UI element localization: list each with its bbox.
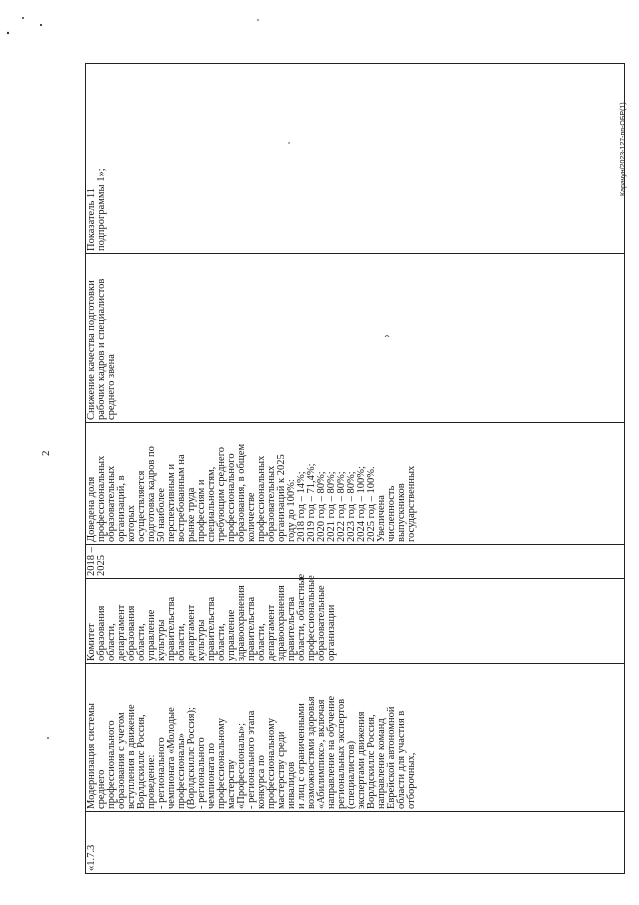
- cell-line: образования: [126, 605, 137, 661]
- cell-line: правительства: [246, 596, 257, 661]
- cell-line: - регионального этапа: [246, 710, 257, 809]
- cell-line: здравоохранения: [276, 585, 287, 661]
- cell-line: 2023 год – 80%;: [346, 471, 357, 542]
- cell-line: здравоохранения: [236, 585, 247, 661]
- cell-line: Комитет: [86, 623, 97, 661]
- cell-line: чемпионата «Молодые: [166, 707, 177, 809]
- period-cell: [86, 545, 625, 579]
- cell-line: 2020 год – 80%;: [316, 471, 327, 542]
- cell-line: среднего: [96, 769, 107, 809]
- cell-line: инвалидов: [286, 761, 297, 809]
- cell-line: организаций к 2025: [276, 454, 287, 542]
- cell-line: управление: [226, 609, 237, 661]
- cell-line: подпрограммы 1»;: [96, 168, 107, 251]
- cell-line: мастерству среди: [276, 731, 287, 809]
- executors-cell: [86, 573, 625, 664]
- cell-line: 2022 год – 80%;: [336, 471, 347, 542]
- cell-line: требующим среднего: [216, 447, 227, 542]
- cell-line: профессионалы»: [176, 733, 187, 809]
- result-lines: [87, 425, 417, 542]
- cell-line: области для участия в: [396, 710, 407, 809]
- cell-line: численность: [386, 485, 397, 542]
- cell-line: возможностями здоровья: [306, 696, 317, 809]
- cell-line: мастерству: [226, 759, 237, 809]
- cell-line: области,: [216, 623, 227, 661]
- measure-cell: [86, 664, 625, 812]
- cell-line: выпускников: [396, 483, 407, 542]
- cell-line: (специалистов): [346, 740, 357, 809]
- cell-line: направление на обучение: [326, 695, 337, 809]
- cell-line: 2025 год – 100%.: [366, 466, 377, 542]
- cell-line: вступления в движение: [126, 704, 137, 809]
- cell-line: профессиональному: [266, 718, 277, 809]
- cell-line: 2025: [96, 555, 107, 576]
- cell-line: - регионального: [196, 737, 207, 809]
- result-cell: [86, 423, 625, 545]
- cell-line: 2018 –: [86, 547, 97, 576]
- cell-line: количестве: [246, 492, 257, 542]
- table-row: [86, 64, 625, 874]
- measure-lines: [87, 666, 417, 809]
- cell-line: правительства: [166, 596, 177, 661]
- cell-line: Ворлдскиллс Россия,: [136, 714, 147, 809]
- cell-line: культуры: [196, 619, 207, 661]
- cell-line: осуществляется: [136, 470, 147, 542]
- cell-line: профессиональному: [216, 718, 227, 809]
- cell-line: Доведена доля: [86, 476, 97, 542]
- cell-line: рынке труда: [186, 487, 197, 542]
- cell-line: экспертами движения: [356, 711, 367, 809]
- cell-line: департамент: [186, 604, 197, 661]
- cell-line: образовательных: [266, 465, 277, 542]
- cell-line: и лиц с ограниченными: [296, 703, 307, 809]
- cell-line: образования, в общем: [236, 443, 247, 542]
- cell-line: региональных экспертов: [336, 698, 347, 809]
- cell-line: образовательные: [316, 585, 327, 661]
- cell-line: Показатель 11: [86, 188, 97, 251]
- cell-line: профессиональных: [256, 455, 267, 542]
- cell-line: профессиональных: [96, 455, 107, 542]
- cell-line: «Абилимпикс», включая: [316, 699, 327, 809]
- period-lines: [87, 547, 107, 576]
- cell-line: правительства: [206, 596, 217, 661]
- indicator-cell: [86, 64, 625, 254]
- cell-line: которых: [126, 505, 137, 542]
- cell-line: профессиям и: [196, 479, 207, 542]
- cell-line: чемпионата по: [206, 743, 217, 809]
- cell-line: образовательных: [106, 465, 117, 542]
- cell-line: Увеличена: [376, 495, 387, 542]
- cell-line: организации: [326, 604, 337, 661]
- measures-table: [85, 63, 625, 874]
- cell-line: профессионального: [106, 720, 117, 809]
- cell-line: области,: [176, 623, 187, 661]
- cell-line: конкурса по: [256, 755, 267, 809]
- cell-line: 2019 год – 71,4%;: [306, 463, 317, 542]
- cell-line: специальностям,: [206, 466, 217, 542]
- cell-line: образования: [96, 605, 107, 661]
- cell-line: Снижение качества подготовки: [86, 280, 97, 420]
- cell-line: профессиональные: [306, 575, 317, 661]
- cell-line: области,: [136, 623, 147, 661]
- cell-line: области,: [256, 623, 267, 661]
- cell-line: - регионального: [156, 737, 167, 809]
- indicator-lines: [87, 66, 107, 251]
- cell-line: 2021 год – 80%;: [326, 471, 337, 542]
- cell-line: департамент: [266, 604, 277, 661]
- cell-line: организаций, в: [116, 475, 127, 542]
- cell-line: департамент: [116, 604, 127, 661]
- cell-line: образования с учетом: [116, 712, 127, 809]
- page-number: 2: [40, 450, 52, 456]
- cell-line: перспективным и: [166, 463, 177, 542]
- cell-line: среднего звена: [106, 354, 117, 420]
- cell-line: направление команд: [376, 718, 387, 809]
- executors-lines: [86, 573, 337, 661]
- row-id: «1.7.3: [86, 844, 97, 871]
- consequences-cell: [86, 254, 625, 423]
- rotated-table-container: [85, 64, 625, 874]
- document-code: Карачун/2023-127-пп-ОБР(1): [620, 102, 627, 196]
- cell-line: отборочных,: [406, 752, 417, 809]
- cell-line: проведение:: [146, 754, 157, 809]
- cell-line: 50 наиболее: [156, 487, 167, 542]
- cell-line: Еврейской автономной: [386, 706, 397, 809]
- cell-line: культуры: [156, 619, 167, 661]
- cell-line: 2018 год – 14%;: [296, 471, 307, 542]
- cell-line: области, областные: [296, 573, 307, 661]
- cell-line: (Ворлдскиллс Россия);: [186, 707, 197, 809]
- cell-line: правительства: [286, 596, 297, 661]
- cell-line: году до 100%:: [286, 479, 297, 542]
- cell-line: Ворлдскиллс Россия,: [366, 714, 377, 809]
- cell-line: области,: [106, 623, 117, 661]
- cell-line: 2024 год – 100%;: [356, 466, 367, 542]
- consequences-lines: [87, 256, 117, 420]
- cell-line: управление: [146, 609, 157, 661]
- cell-line: Модернизация системы: [86, 703, 97, 809]
- cell-line: подготовка кадров по: [146, 446, 157, 542]
- cell-line: профессионального: [226, 453, 237, 542]
- row-id-cell: [86, 812, 625, 874]
- cell-line: государственных: [406, 465, 417, 542]
- cell-line: востребованным на: [176, 454, 187, 542]
- cell-line: рабочих кадров и специалистов: [96, 278, 107, 420]
- cell-line: «Профессионалы»;: [236, 722, 247, 809]
